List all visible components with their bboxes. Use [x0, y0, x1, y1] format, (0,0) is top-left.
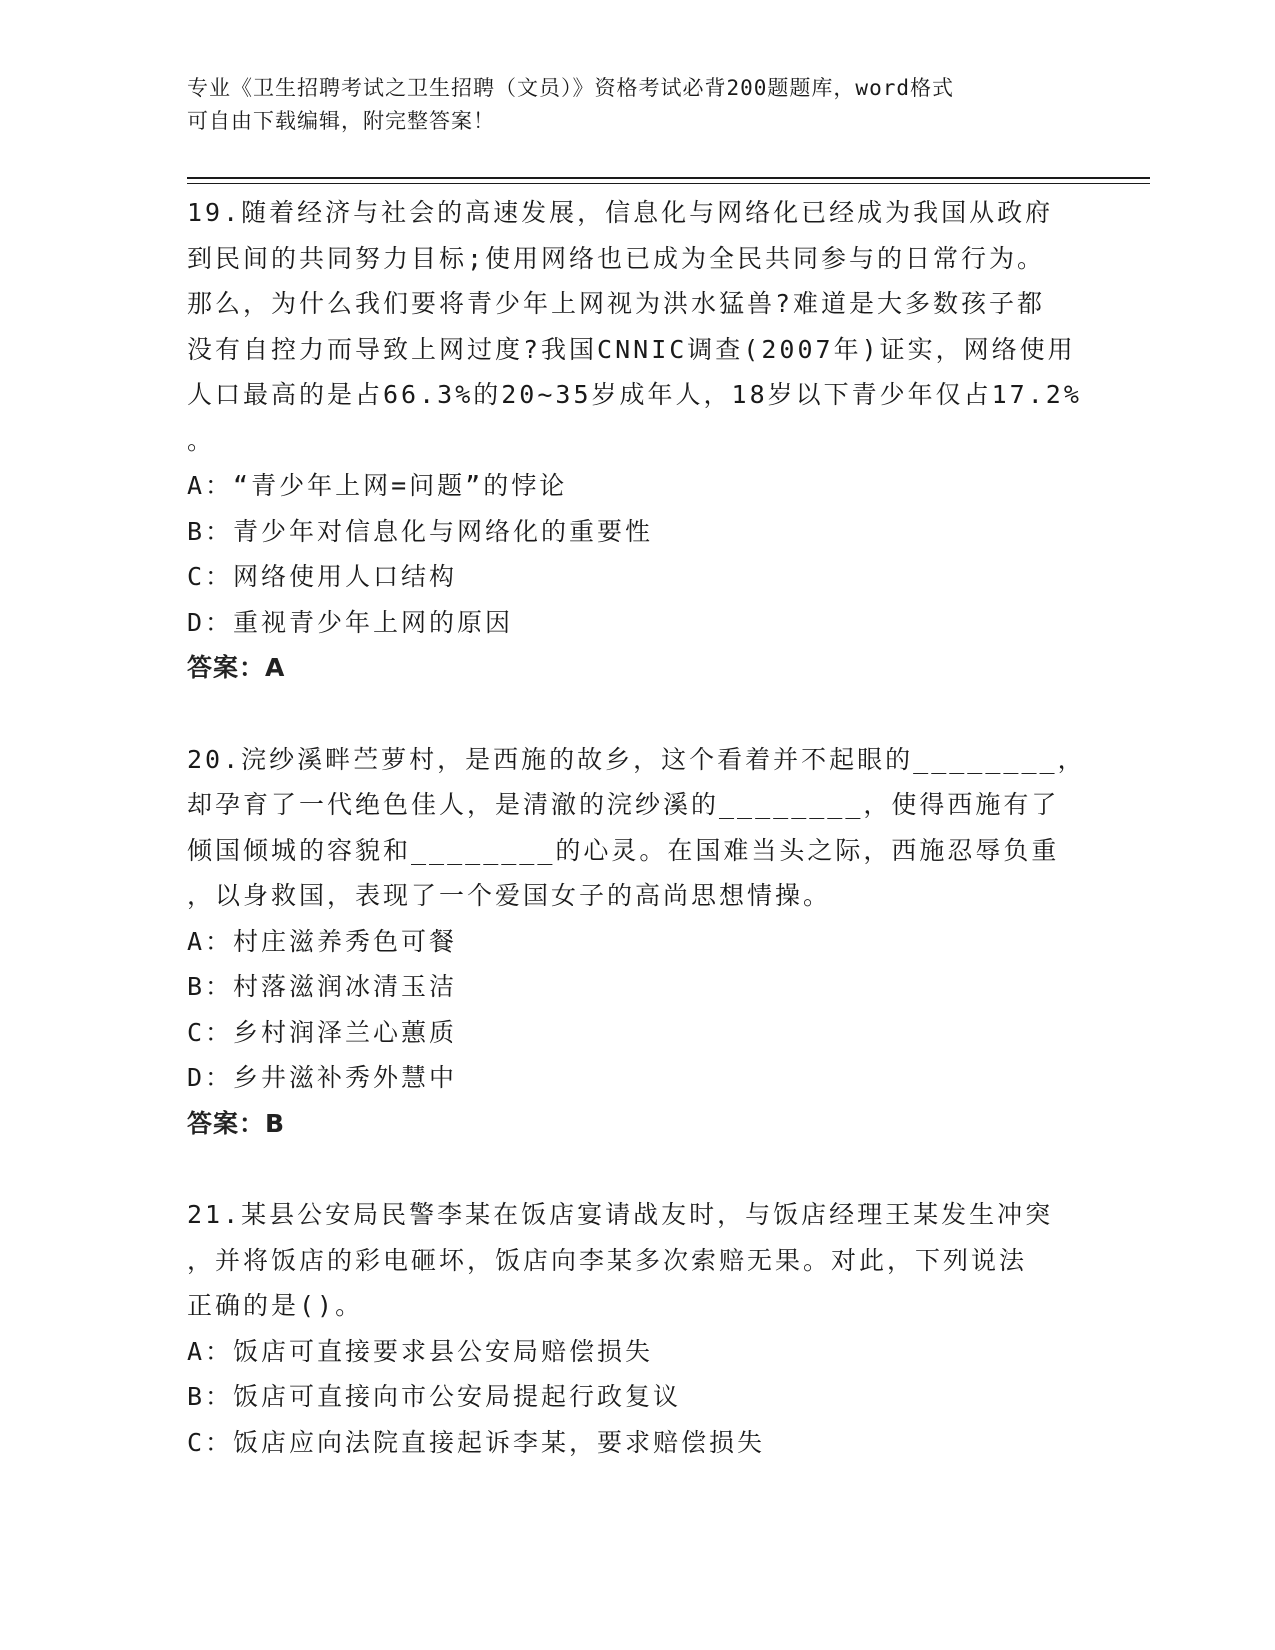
question-text-line: 20.浣纱溪畔苎萝村，是西施的故乡，这个看着并不起眼的________，: [187, 744, 1086, 774]
question-text-line: 。: [187, 425, 216, 455]
option-c: C：乡村润泽兰心蕙质: [187, 1017, 458, 1047]
option-a: A：村庄滋养秀色可餐: [187, 926, 458, 956]
document-header: [187, 72, 1087, 138]
question-19: [187, 190, 1087, 691]
question-text-line: 19.随着经济与社会的高速发展，信息化与网络化已经成为我国从政府: [187, 198, 1054, 227]
question-text-line: 那么，为什么我们要将青少年上网视为洪水猛兽?难道是大多数孩子都: [187, 289, 1046, 318]
question-spacer: [187, 1146, 1087, 1192]
question-text-line: 倾国倾城的容貌和________的心灵。在国难当头之际，西施忍辱负重: [187, 835, 1060, 865]
answer-label: 答案：A: [187, 653, 286, 682]
question-21: [187, 1192, 1087, 1465]
header-line-1: 专业《卫生招聘考试之卫生招聘（文员）》资格考试必背200题题库，word格式: [187, 76, 954, 100]
question-text-line: ，并将饭店的彩电砸坏，饭店向李某多次索赔无果。对此，下列说法: [187, 1245, 1028, 1275]
question-text-line: 人口最高的是占66.3%的20~35岁成年人，18岁以下青少年仅占17.2%: [187, 380, 1082, 409]
option-d: D：乡井滋补秀外慧中: [187, 1063, 458, 1092]
option-d: D：重视青少年上网的原因: [187, 607, 514, 637]
option-a: A：饭店可直接要求县公安局赔偿损失: [187, 1336, 654, 1366]
option-c: C：饭店应向法院直接起诉李某，要求赔偿损失: [187, 1427, 766, 1457]
question-text-line: ，以身救国，表现了一个爱国女子的高尚思想情操。: [187, 881, 832, 910]
question-20: [187, 737, 1087, 1147]
header-rule-thin: [187, 183, 1150, 184]
option-b: B：村落滋润冰清玉洁: [187, 972, 458, 1001]
question-text-line: 21.某县公安局民警李某在饭店宴请战友时，与饭店经理王某发生冲突: [187, 1200, 1054, 1229]
question-text-line: 到民间的共同努力目标;使用网络也已成为全民共同参与的日常行为。: [187, 243, 1046, 273]
question-text-line: 却孕育了一代绝色佳人，是清澈的浣纱溪的________，使得西施有了: [187, 790, 1060, 819]
question-text-line: 正确的是()。: [187, 1291, 364, 1320]
option-c: C：网络使用人口结构: [187, 562, 458, 591]
header-rule-thick: [187, 177, 1150, 179]
header-line-2: 可自由下载编辑，附完整答案！: [187, 109, 495, 133]
answer-label: 答案：B: [187, 1108, 286, 1138]
question-spacer: [187, 691, 1087, 737]
question-list: [187, 190, 1087, 1465]
option-a: A：“青少年上网=问题”的悖论: [187, 471, 568, 500]
option-b: B：青少年对信息化与网络化的重要性: [187, 516, 654, 546]
option-b: B：饭店可直接向市公安局提起行政复议: [187, 1382, 682, 1411]
question-text-line: 没有自控力而导致上网过度?我国CNNIC调查(2007年)证实，网络使用: [187, 334, 1076, 364]
